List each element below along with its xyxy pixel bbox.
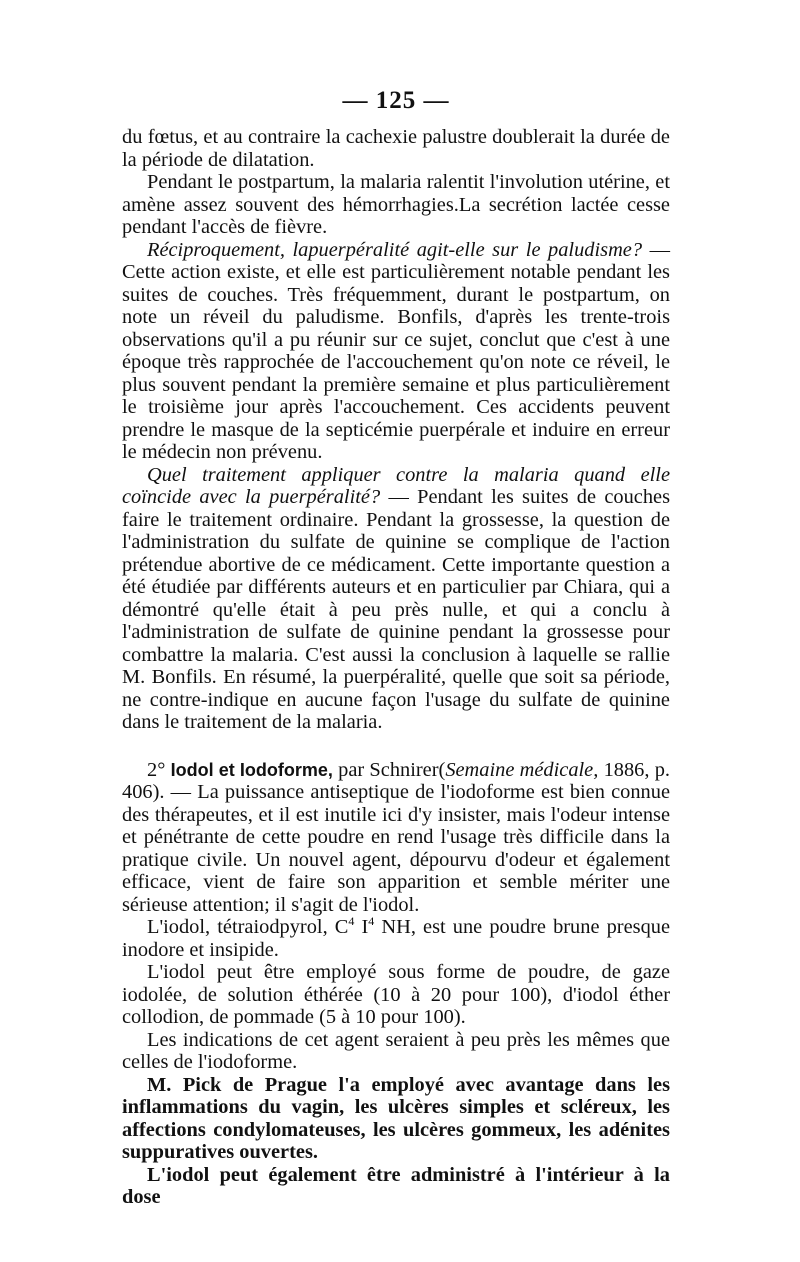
section-journal: Semaine médicale, [445, 758, 599, 781]
paragraph-reciprocity [122, 239, 670, 464]
section-gap [122, 734, 670, 759]
answer-reciprocity: — Cette action existe, et elle est particulièrement notable pendant les suites de couches. Très fréquemment, durant le postpartum, on note un réveil du paludisme. Bonfils, d'après les trente-trois observations qu'il a pu réunir sur ce sujet, conclut que c'est à une époque très rapprochée de l'accouchement qu'on note ce réveil, le plus souvent pendant la première semaine et plus particulièrement le troisième jour après l'accouchement. Ces accidents peuvent prendre le masque de la septicémie puerpérale et induire en erreur le médecin non prévenu. [122, 238, 670, 463]
formula-text-post: NH, est une poudre brune presque inodore et insipide. [122, 916, 671, 961]
paragraph-indications: Les indications de cet agent seraient à peu près les mêmes que celles de l'iodoforme. [122, 1028, 670, 1073]
formula-sup-i: 4 [368, 914, 375, 929]
question-treatment: Quel traitement appliquer contre la malaria quand elle coïncide avec la puerpéralité? [122, 463, 670, 508]
section-author: par Schnirer( [332, 758, 446, 781]
formula-text-pre: L'iodol, tétraiodpyrol, C [147, 916, 349, 938]
section-body: 1886, p. 406). — La puissance antiseptique de l'iodoforme est bien connue des thérapeutes, et il est inutile ici d'y insister, mais l'odeur intense et pénétrante de cette poudre en rend l'usage très difficile dans la pratique civile. Un nouvel agent, dépourvu d'odeur et également efficace, vient de faire son apparition et semble mériter une sérieuse attention; il s'agit de l'iodol. [122, 758, 671, 916]
page-number: — 125 — [342, 87, 450, 114]
answer-treatment: — Pendant les suites de couches faire le traitement ordinaire. Pendant la grossesse, la question de l'administration du sulfate de quinine se complique de l'action prétendue abortive de ce médicament. Cette importante question a été étudiée par différents auteurs et en particulier par Chiara, qui a démontré qu'elle était à peu près nulle, et qui a conclu à l'administration de sulfate de quinine pendant la grossesse pour combattre la malaria. C'est aussi la conclusion à laquelle se rallie M. Bonfils. En résumé, la puerpéralité, quelle que soit sa période, ne contre-indique en aucune façon l'usage du sulfate de quinine dans le traitement de la malaria. [122, 486, 671, 733]
section-iodol [122, 759, 670, 917]
formula-sup-c: 4 [348, 914, 355, 929]
paragraph-dose: L'iodol peut également être administré à l'intérieur à la dose [122, 1163, 670, 1208]
paragraph-formula [122, 916, 670, 961]
paragraph-pick: M. Pick de Prague l'a employé avec avantage dans les inflammations du vagin, les ulcères simples et scléreux, les affections condylomateuses, les ulcères gommeux, les adénites suppuratives ouvertes. [122, 1073, 670, 1163]
paragraph-forms: L'iodol peut être employé sous forme de poudre, de gaze iodolée, de solution éthérée (10 à 20 pour 100), d'iodol éther collodion, de pommade (5 à 10 pour 100). [122, 961, 670, 1028]
formula-text-mid: I [354, 916, 369, 938]
paragraph-postpartum: Pendant le postpartum, la malaria ralentit l'involution utérine, et amène assez souvent des hémorrhagies.La secrétion lactée cesse pendant l'accès de fièvre. [122, 171, 670, 238]
question-reciprocity: Réciproquement, lapuerpéralité agit-elle sur le paludisme? [147, 238, 643, 261]
paragraph-continuation: du fœtus, et au contraire la cachexie palustre doublerait la durée de la période de dilatation. [122, 126, 670, 171]
section-number: 2° [147, 758, 166, 781]
section-title: Iodol et Iodoforme, [170, 759, 333, 780]
paragraph-treatment [122, 464, 670, 734]
